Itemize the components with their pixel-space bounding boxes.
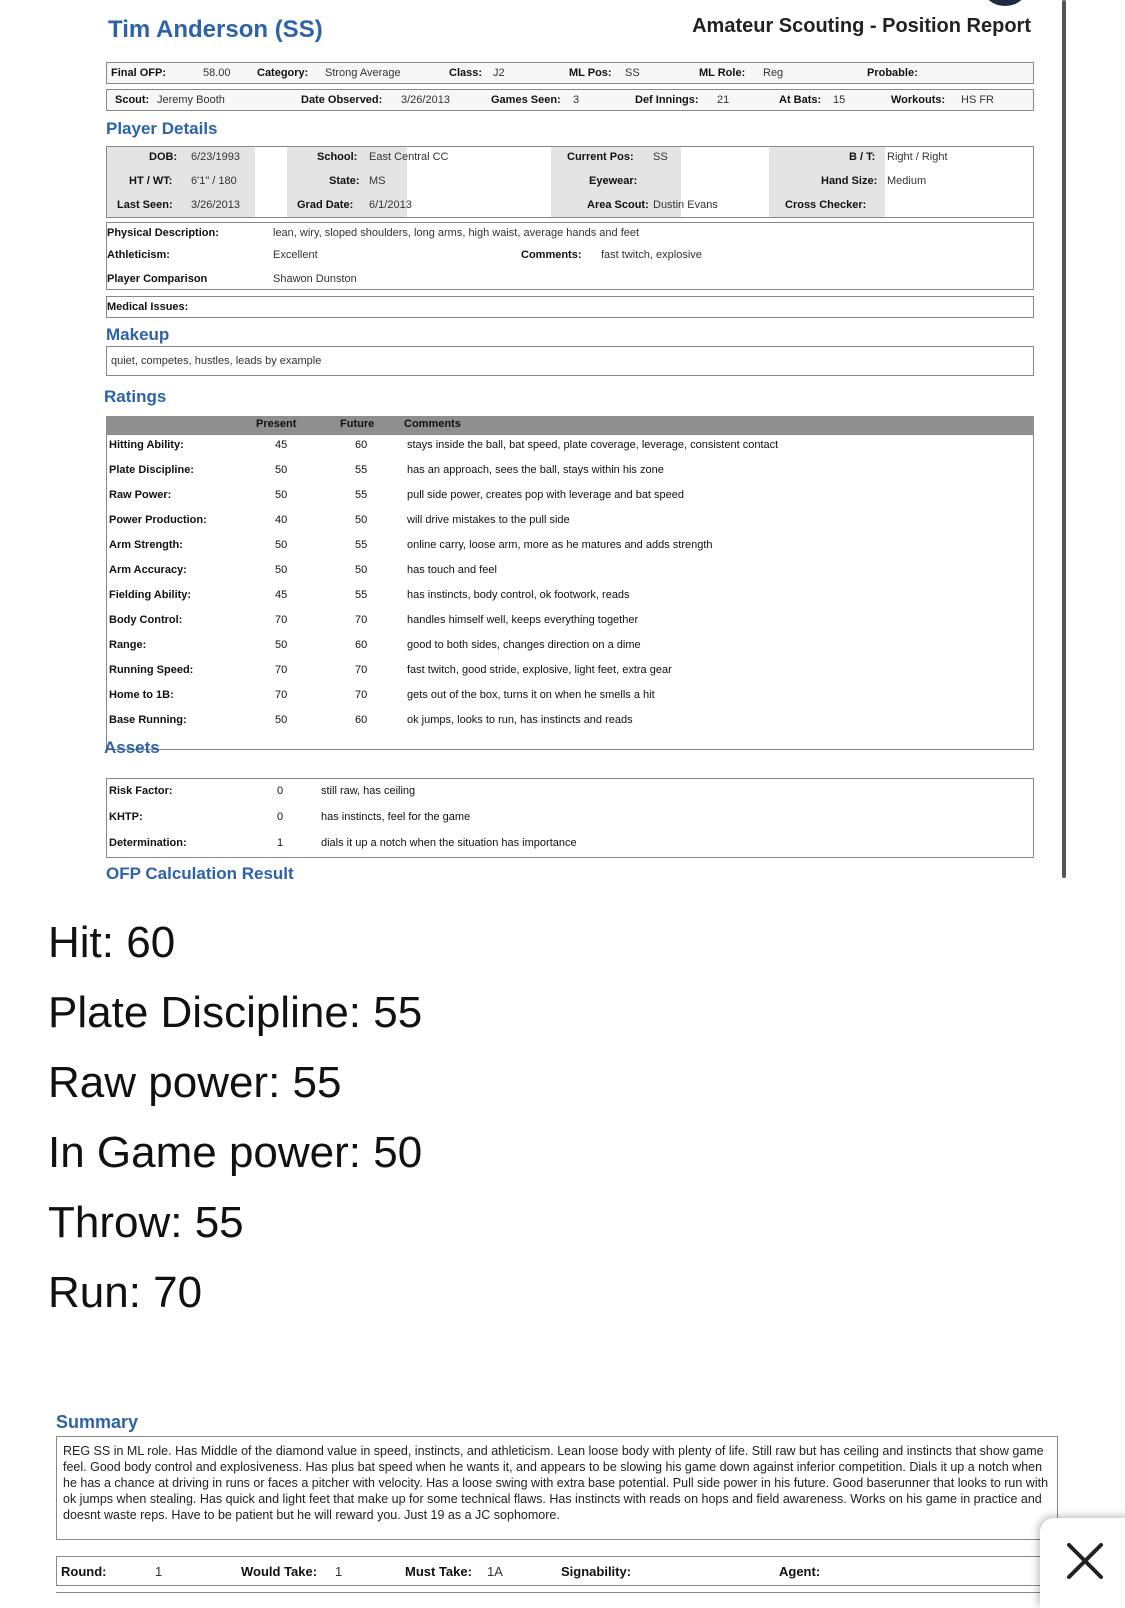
- rating-name: Power Production:: [109, 514, 207, 526]
- field-value: 3/26/2013: [401, 94, 450, 106]
- rating-future: 50: [355, 564, 368, 576]
- makeup-box: [106, 346, 1034, 376]
- rating-comment: ok jumps, looks to run, has instincts and reads: [407, 714, 633, 726]
- grade-in-game-power: In Game power: 50: [48, 1128, 423, 1177]
- field-label: Date Observed:: [301, 94, 383, 106]
- grade-hit: Hit: 60: [48, 918, 176, 967]
- ofp-heading: OFP Calculation Result: [106, 864, 294, 880]
- field-label: Category:: [257, 67, 309, 79]
- field-label: Last Seen:: [117, 199, 173, 211]
- future-header: Future: [340, 418, 375, 430]
- field-value: Reg: [763, 67, 784, 79]
- rating-name: Running Speed:: [109, 664, 194, 676]
- rating-present: 70: [275, 614, 288, 626]
- field-label: Games Seen:: [491, 94, 561, 106]
- rating-name: Hitting Ability:: [109, 439, 184, 451]
- assets-heading: Assets: [104, 738, 160, 757]
- field-label: ML Role:: [699, 67, 746, 79]
- field-value: East Central CC: [369, 151, 449, 163]
- field-value: 1: [155, 1564, 163, 1579]
- field-label: Medical Issues:: [107, 301, 189, 313]
- rating-present: 50: [275, 639, 288, 651]
- asset-name: Determination:: [109, 837, 187, 849]
- close-icon: [1063, 1539, 1107, 1588]
- field-label: Must Take:: [405, 1564, 472, 1579]
- summary-bar-1: [106, 62, 1034, 84]
- field-value: 58.00: [203, 67, 231, 79]
- field-value: 6/23/1993: [191, 151, 240, 163]
- player-details-heading: Player Details: [106, 119, 218, 138]
- rating-row: [107, 685, 1035, 710]
- grade-raw-power: Raw power: 55: [48, 1058, 342, 1107]
- field-label: Final OFP:: [111, 67, 166, 79]
- rating-future: 55: [355, 464, 368, 476]
- rating-name: Plate Discipline:: [109, 464, 194, 476]
- rating-future: 70: [355, 614, 368, 626]
- field-value: Dustin Evans: [653, 199, 718, 211]
- rating-present: 45: [275, 439, 288, 451]
- field-value: Shawon Dunston: [273, 273, 357, 285]
- team-logo: [982, 0, 1028, 6]
- field-label: Signability:: [561, 1564, 632, 1579]
- field-value: J2: [493, 67, 505, 79]
- rating-present: 45: [275, 589, 288, 601]
- field-value: 21: [717, 94, 730, 106]
- asset-comment: has instincts, feel for the game: [321, 811, 471, 823]
- rating-row: [107, 560, 1035, 585]
- field-value: Jeremy Booth: [157, 94, 225, 106]
- asset-value: 0: [277, 785, 284, 797]
- assets-table: [106, 778, 1034, 858]
- summary-text: REG SS in ML role. Has Middle of the diamond value in speed, instincts, and athleticism. Lean loose body with plenty of life. Still raw but has ceiling and instincts that show game feel. Good body control and explosiveness. Has plus bat speed when he wants it, and appears to be slowing his game down against inferior competition. Dials it up a notch when he has a chance at driving in runs or faces a pitcher with velocity. Has a loose swing with extra base potential. Pull side power in his future. Good baserunner that looks to run with ok jumps when stealing. Has quick and light feet that make up for some technical flaws. Has instincts with reads on hops and field awareness. Works on his game in practice and doesnt waste reps. Have to be patient but he will reward you. Just 19 as a JC sophomore.: [56, 1436, 1058, 1540]
- makeup-text: quiet, competes, hustles, leads by example: [111, 355, 322, 367]
- field-value: Strong Average: [325, 67, 401, 79]
- rating-present: 50: [275, 464, 288, 476]
- rating-present: 50: [275, 539, 288, 551]
- rating-comment: stays inside the ball, bat speed, plate coverage, leverage, consistent contact: [407, 439, 779, 451]
- rating-row: [107, 535, 1035, 560]
- rating-row: [107, 610, 1035, 635]
- rating-row: [107, 510, 1035, 535]
- field-label: Workouts:: [891, 94, 946, 106]
- asset-row: [107, 831, 1035, 857]
- rating-comment: has touch and feel: [407, 564, 497, 576]
- field-label: Probable:: [867, 67, 918, 79]
- rating-comment: has an approach, sees the ball, stays within his zone: [407, 464, 664, 476]
- field-label: Current Pos:: [567, 151, 634, 163]
- asset-value: 1: [277, 837, 284, 849]
- field-label: Hand Size:: [821, 175, 878, 187]
- field-value: Right / Right: [887, 151, 948, 163]
- field-label: Class:: [449, 67, 483, 79]
- ratings-heading: Ratings: [104, 387, 167, 406]
- field-value: SS: [625, 67, 640, 79]
- field-label: Agent:: [779, 1564, 821, 1579]
- comments-header: Comments: [404, 418, 461, 430]
- field-value: 3: [573, 94, 580, 106]
- asset-row: [107, 779, 1035, 805]
- rating-row: [107, 485, 1035, 510]
- rating-row: [107, 710, 1035, 735]
- ratings-header: [106, 416, 1034, 434]
- field-value: Excellent: [273, 249, 318, 261]
- player-details-table: [106, 146, 1034, 218]
- rating-name: Base Running:: [109, 714, 187, 726]
- field-value: lean, wiry, sloped shoulders, long arms, high waist, average hands and feet: [273, 227, 640, 239]
- rating-present: 70: [275, 664, 288, 676]
- rating-name: Arm Strength:: [109, 539, 183, 551]
- field-value: SS: [653, 151, 668, 163]
- rating-future: 55: [355, 539, 368, 551]
- physical-description-box: [106, 222, 1034, 290]
- field-label: Area Scout:: [587, 199, 649, 211]
- field-label: At Bats:: [779, 94, 822, 106]
- asset-comment: still raw, has ceiling: [321, 785, 416, 797]
- rating-present: 50: [275, 564, 288, 576]
- ratings-table: [106, 434, 1034, 750]
- field-label: Cross Checker:: [785, 199, 867, 211]
- field-label: Physical Description:: [107, 227, 219, 239]
- rating-name: Fielding Ability:: [109, 589, 192, 601]
- rating-comment: good to both sides, changes direction on a dime: [407, 639, 641, 651]
- rating-row: [107, 660, 1035, 685]
- summary-bar-2: [106, 89, 1034, 111]
- rating-name: Arm Accuracy:: [109, 564, 187, 576]
- asset-row: [107, 805, 1035, 831]
- grade-run: Run: 70: [48, 1268, 203, 1317]
- rating-name: Body Control:: [109, 614, 183, 626]
- rating-future: 70: [355, 664, 368, 676]
- medical-issues-box: [106, 296, 1034, 318]
- rating-row: [107, 435, 1035, 460]
- field-label: DOB:: [149, 151, 178, 163]
- rating-comment: pull side power, creates pop with leverage and bat speed: [407, 489, 685, 501]
- field-value: HS FR: [961, 94, 994, 106]
- field-value: 15: [833, 94, 846, 106]
- rating-comment: will drive mistakes to the pull side: [407, 514, 570, 526]
- field-value: 3/26/2013: [191, 199, 240, 211]
- rating-future: 50: [355, 514, 368, 526]
- report-title: Amateur Scouting - Position Report: [692, 15, 1031, 37]
- field-label: Player Comparison: [107, 273, 208, 285]
- page-edge-line: [1062, 0, 1066, 878]
- rating-future: 55: [355, 489, 368, 501]
- rating-future: 60: [355, 714, 368, 726]
- field-label: Would Take:: [241, 1564, 318, 1579]
- close-button[interactable]: [1040, 1518, 1125, 1608]
- asset-comment: dials it up a notch when the situation has importance: [321, 837, 577, 849]
- field-label: Eyewear:: [589, 175, 638, 187]
- field-value: 6/1/2013: [369, 199, 412, 211]
- draft-round-bar: [56, 1556, 1058, 1586]
- rating-present: 70: [275, 689, 288, 701]
- rating-name: Home to 1B:: [109, 689, 174, 701]
- rating-name: Range:: [109, 639, 147, 651]
- field-value: 1: [335, 1564, 343, 1579]
- rating-name: Raw Power:: [109, 489, 172, 501]
- field-label: Scout:: [115, 94, 150, 106]
- rating-row: [107, 635, 1035, 660]
- field-value: fast twitch, explosive: [601, 249, 702, 261]
- field-label: Comments:: [521, 249, 582, 261]
- player-title: Tim Anderson (SS): [108, 16, 323, 43]
- field-label: B / T:: [849, 151, 876, 163]
- field-label: Round:: [61, 1564, 107, 1579]
- rating-comment: handles himself well, keeps everything together: [407, 614, 639, 626]
- asset-name: KHTP:: [109, 811, 143, 823]
- rating-future: 70: [355, 689, 368, 701]
- grade-plate-discipline: Plate Discipline: 55: [48, 988, 423, 1037]
- rating-comment: has instincts, body control, ok footwork, reads: [407, 589, 630, 601]
- field-label: State:: [329, 175, 360, 187]
- rating-future: 55: [355, 589, 368, 601]
- field-value: 6'1" / 180: [191, 175, 237, 187]
- rating-comment: fast twitch, good stride, explosive, light feet, extra gear: [407, 664, 672, 676]
- field-label: Grad Date:: [297, 199, 354, 211]
- field-label: HT / WT:: [129, 175, 173, 187]
- asset-value: 0: [277, 811, 284, 823]
- rating-present: 50: [275, 489, 288, 501]
- makeup-heading: Makeup: [106, 325, 170, 344]
- rating-present: 40: [275, 514, 288, 526]
- present-header: Present: [256, 418, 297, 430]
- summary-heading: Summary: [56, 1412, 139, 1432]
- asset-name: Risk Factor:: [109, 785, 173, 797]
- rating-comment: gets out of the box, turns it on when he smells a hit: [407, 689, 655, 701]
- field-value: Medium: [887, 175, 927, 187]
- field-value: MS: [369, 175, 386, 187]
- rating-row: [107, 460, 1035, 485]
- field-label: Athleticism:: [107, 249, 170, 261]
- field-value: 1A: [487, 1564, 503, 1579]
- grade-throw: Throw: 55: [48, 1198, 244, 1247]
- rating-comment: online carry, loose arm, more as he matures and adds strength: [407, 539, 713, 551]
- rating-row: [107, 585, 1035, 610]
- rating-future: 60: [355, 639, 368, 651]
- field-label: ML Pos:: [569, 67, 612, 79]
- field-label: School:: [317, 151, 358, 163]
- cut-off-row: [56, 1592, 1058, 1608]
- field-label: Def Innings:: [635, 94, 699, 106]
- rating-present: 50: [275, 714, 288, 726]
- rating-future: 60: [355, 439, 368, 451]
